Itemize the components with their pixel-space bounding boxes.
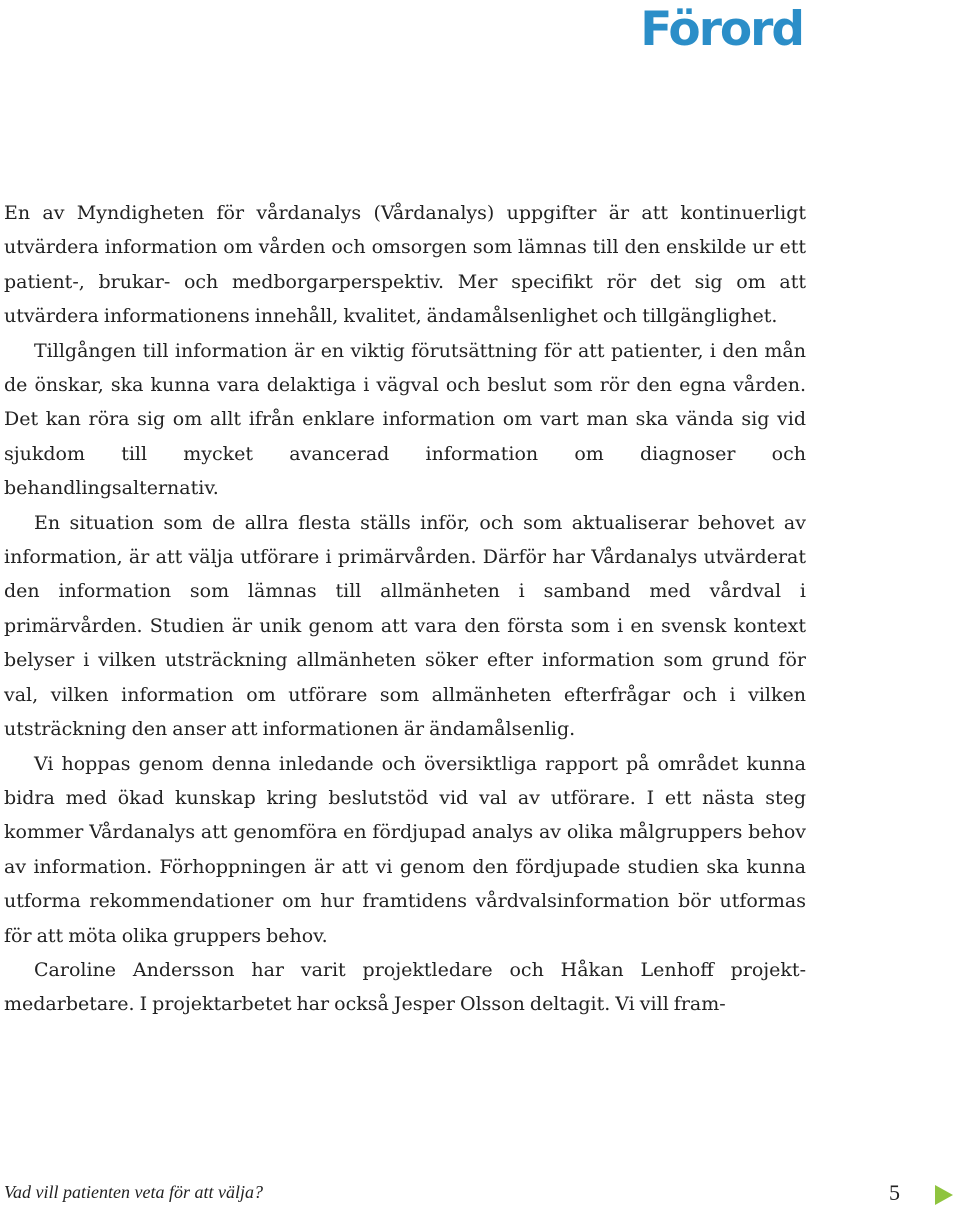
paragraph-1: En av Myndigheten för vårdanalys (Vårdanalys) uppgifter är att kontinuerligt utvärdera information om vården och omsorgen som lämnas till den enskilde ur ett patient-, brukar- och medborgarperspektiv. Mer specifikt rör det sig om att utvärdera informationens innehåll, kvalitet, ändamålsenlighet och tillgänglighet. (4, 202, 806, 328)
paragraph-3: En situation som de allra flesta ställs inför, och som aktualiserar behovet av information, är att välja utförare i primärvården. Därför har Vårdanalys utvärderat den information som lämnas till allmänheten i samband med vårdval i primärvården. Studien är unik genom att vara den första som i en svensk kontext belyser i vilken utsträckning allmänheten söker efter information som grund för val, vilken information om utförare som allmänheten efterfrågar och i vilken utsträckning den anser att informationen är ändamålsenlig. (4, 511, 806, 741)
page-number: 5 (889, 1180, 900, 1205)
next-page-icon[interactable] (935, 1185, 953, 1205)
page-title: Förord (640, 2, 803, 57)
paragraph-5: Caroline Andersson har varit projektledare och Håkan Lenhoff projektmedarbetare. I projektarbetet har också Jesper Olsson deltagit. Vi vill fram- (4, 958, 806, 1016)
body-text (4, 196, 806, 1022)
paragraph-4: Vi hoppas genom denna inledande och översiktliga rapport på området kunna bidra med ökad kunskap kring beslutstöd vid val av utförare. I ett nästa steg kommer Vårdanalys att genomföra en fördjupad analys av olika målgruppers behov av information. Förhoppningen är att vi genom den fördjupade studien ska kunna utforma rekommendationer om hur framtidens vårdvalsinformation bör utformas för att möta olika gruppers behov. (4, 752, 806, 947)
footer-report-title: Vad vill patienten veta för att välja? (4, 1182, 263, 1202)
paragraph-2: Tillgången till information är en viktig förutsättning för att patienter, i den mån de önskar, ska kunna vara delaktiga i vägval och beslut som rör den egna vården. Det kan röra sig om allt ifrån enklare information om vart man ska vända sig vid sjukdom till mycket avancerad information om diagnoser och behandlingsalternativ. (4, 339, 806, 500)
